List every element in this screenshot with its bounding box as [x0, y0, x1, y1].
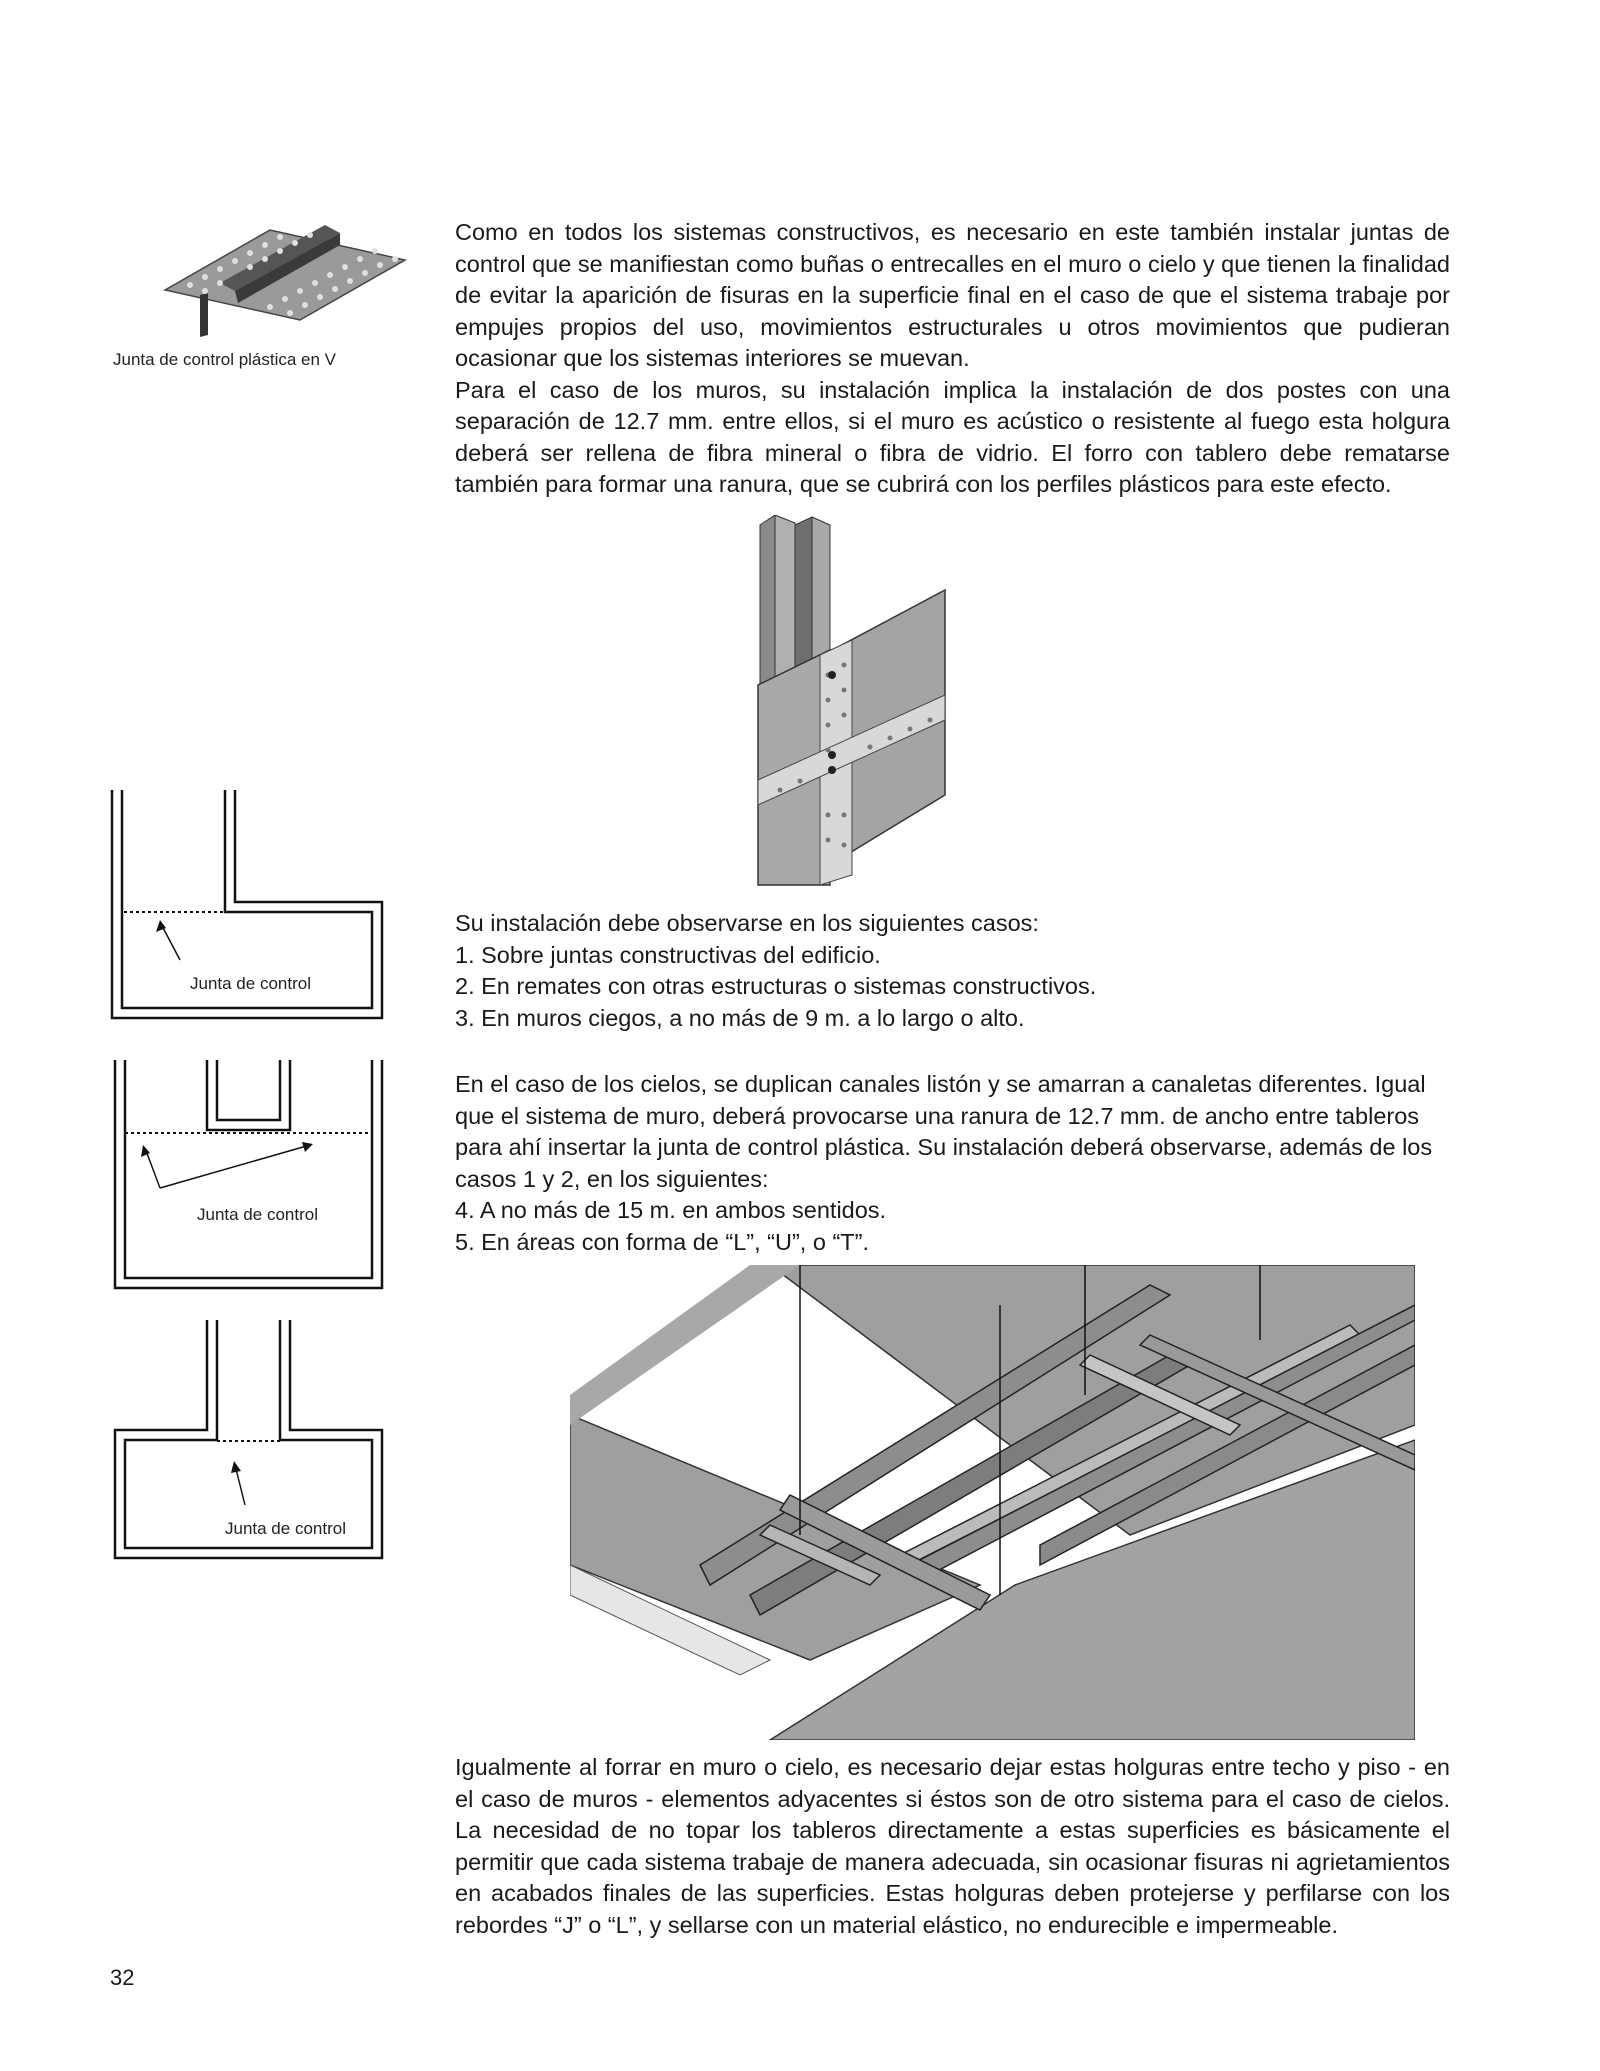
- control-joint-diagram-3-drawing: [110, 1320, 385, 1560]
- control-joint-diagram-3: [110, 1320, 385, 1560]
- ceilings-item-5: 5. En áreas con forma de “L”, “U”, o “T”.: [455, 1228, 869, 1255]
- installation-item-1: 1. Sobre juntas constructivas del edificio.: [455, 941, 881, 968]
- ceiling-framing-drawing: [570, 1265, 1415, 1740]
- installation-text: [455, 908, 1450, 1034]
- ceiling-framing-figure: [570, 1265, 1415, 1740]
- control-joint-diagram-1: [110, 790, 385, 1020]
- closing-paragraph: Igualmente al forrar en muro o cielo, es necesario dejar estas holguras entre techo y piso - en el caso de muros - elementos adyacentes si éstos son de otro sistema para el caso de cielos. La necesidad de no topar los tableros directamente a estas superficies es básicamente el permitir que cada sistema trabaje de manera adecuada, sin ocasionar fisuras ni agrietamientos en acabados finales de las superficies. Estas holguras deben protejerse y perfilarse con los rebordes “J” o “L”, y sellarse con un material elástico, no endurecible e impermeable.: [455, 1754, 1450, 1938]
- control-joint-diagram-2: [110, 1060, 385, 1290]
- intro-text: [455, 217, 1450, 501]
- wall-control-joint-figure: [720, 515, 950, 890]
- installation-heading: Su instalación debe observarse en los siguientes casos:: [455, 910, 1039, 936]
- control-joint-diagram-2-drawing: [110, 1060, 385, 1290]
- page-number: 32: [110, 1965, 135, 1990]
- closing-text: [455, 1752, 1450, 1941]
- intro-paragraph-1: Como en todos los sistemas constructivos, es necesario en este también instalar juntas de control que se manifiestan como buñas o entrecalles en el muro o cielo y que tienen la finalidad de evitar la aparición de fisuras en la superficie final en el caso de que el sistema trabaje por empujes propios del uso, movimientos estructurales u otros movimientos que pudieran ocasionar que los sistemas interiores se muevan.: [455, 219, 1450, 371]
- wall-control-joint-drawing: [720, 515, 950, 890]
- control-joint-diagram-1-drawing: [110, 790, 385, 1020]
- installation-item-2: 2. En remates con otras estructuras o sistemas constructivos.: [455, 973, 1097, 999]
- ceilings-paragraph: En el caso de los cielos, se duplican canales listón y se amarran a canaletas diferentes. Igual que el sistema de muro, deberá provocarse una ranura de 12.7 mm. de ancho entre tableros para ahí insertar la junta de control plástica. Su instalación deberá observarse, además de los casos 1 y 2, en los siguientes:: [455, 1071, 1433, 1192]
- diagram-2-label: Junta de control: [197, 1205, 318, 1224]
- ceilings-item-4: 4. A no más de 15 m. en ambos sentidos.: [455, 1197, 887, 1223]
- intro-paragraph-2: Para el caso de los muros, su instalación implica la instalación de dos postes con una separación de 12.7 mm. entre ellos, si el muro es acústico o resistente al fuego esta holgura deberá ser rellena de fibra mineral o fibra de vidrio. El forro con tablero debe rematarse también para formar una ranura, que se cubrirá con los perfiles plásticos para este efecto.: [455, 376, 1450, 497]
- diagram-1-label: Junta de control: [190, 974, 311, 993]
- v-joint-profile-drawing: [160, 225, 410, 345]
- v-joint-caption: Junta de control plástica en V: [113, 350, 337, 369]
- installation-item-3: 3. En muros ciegos, a no más de 9 m. a lo largo o alto.: [455, 1004, 1025, 1031]
- v-joint-profile-figure: [160, 225, 410, 345]
- diagram-3-label: Junta de control: [225, 1519, 346, 1538]
- ceilings-text: [455, 1069, 1450, 1258]
